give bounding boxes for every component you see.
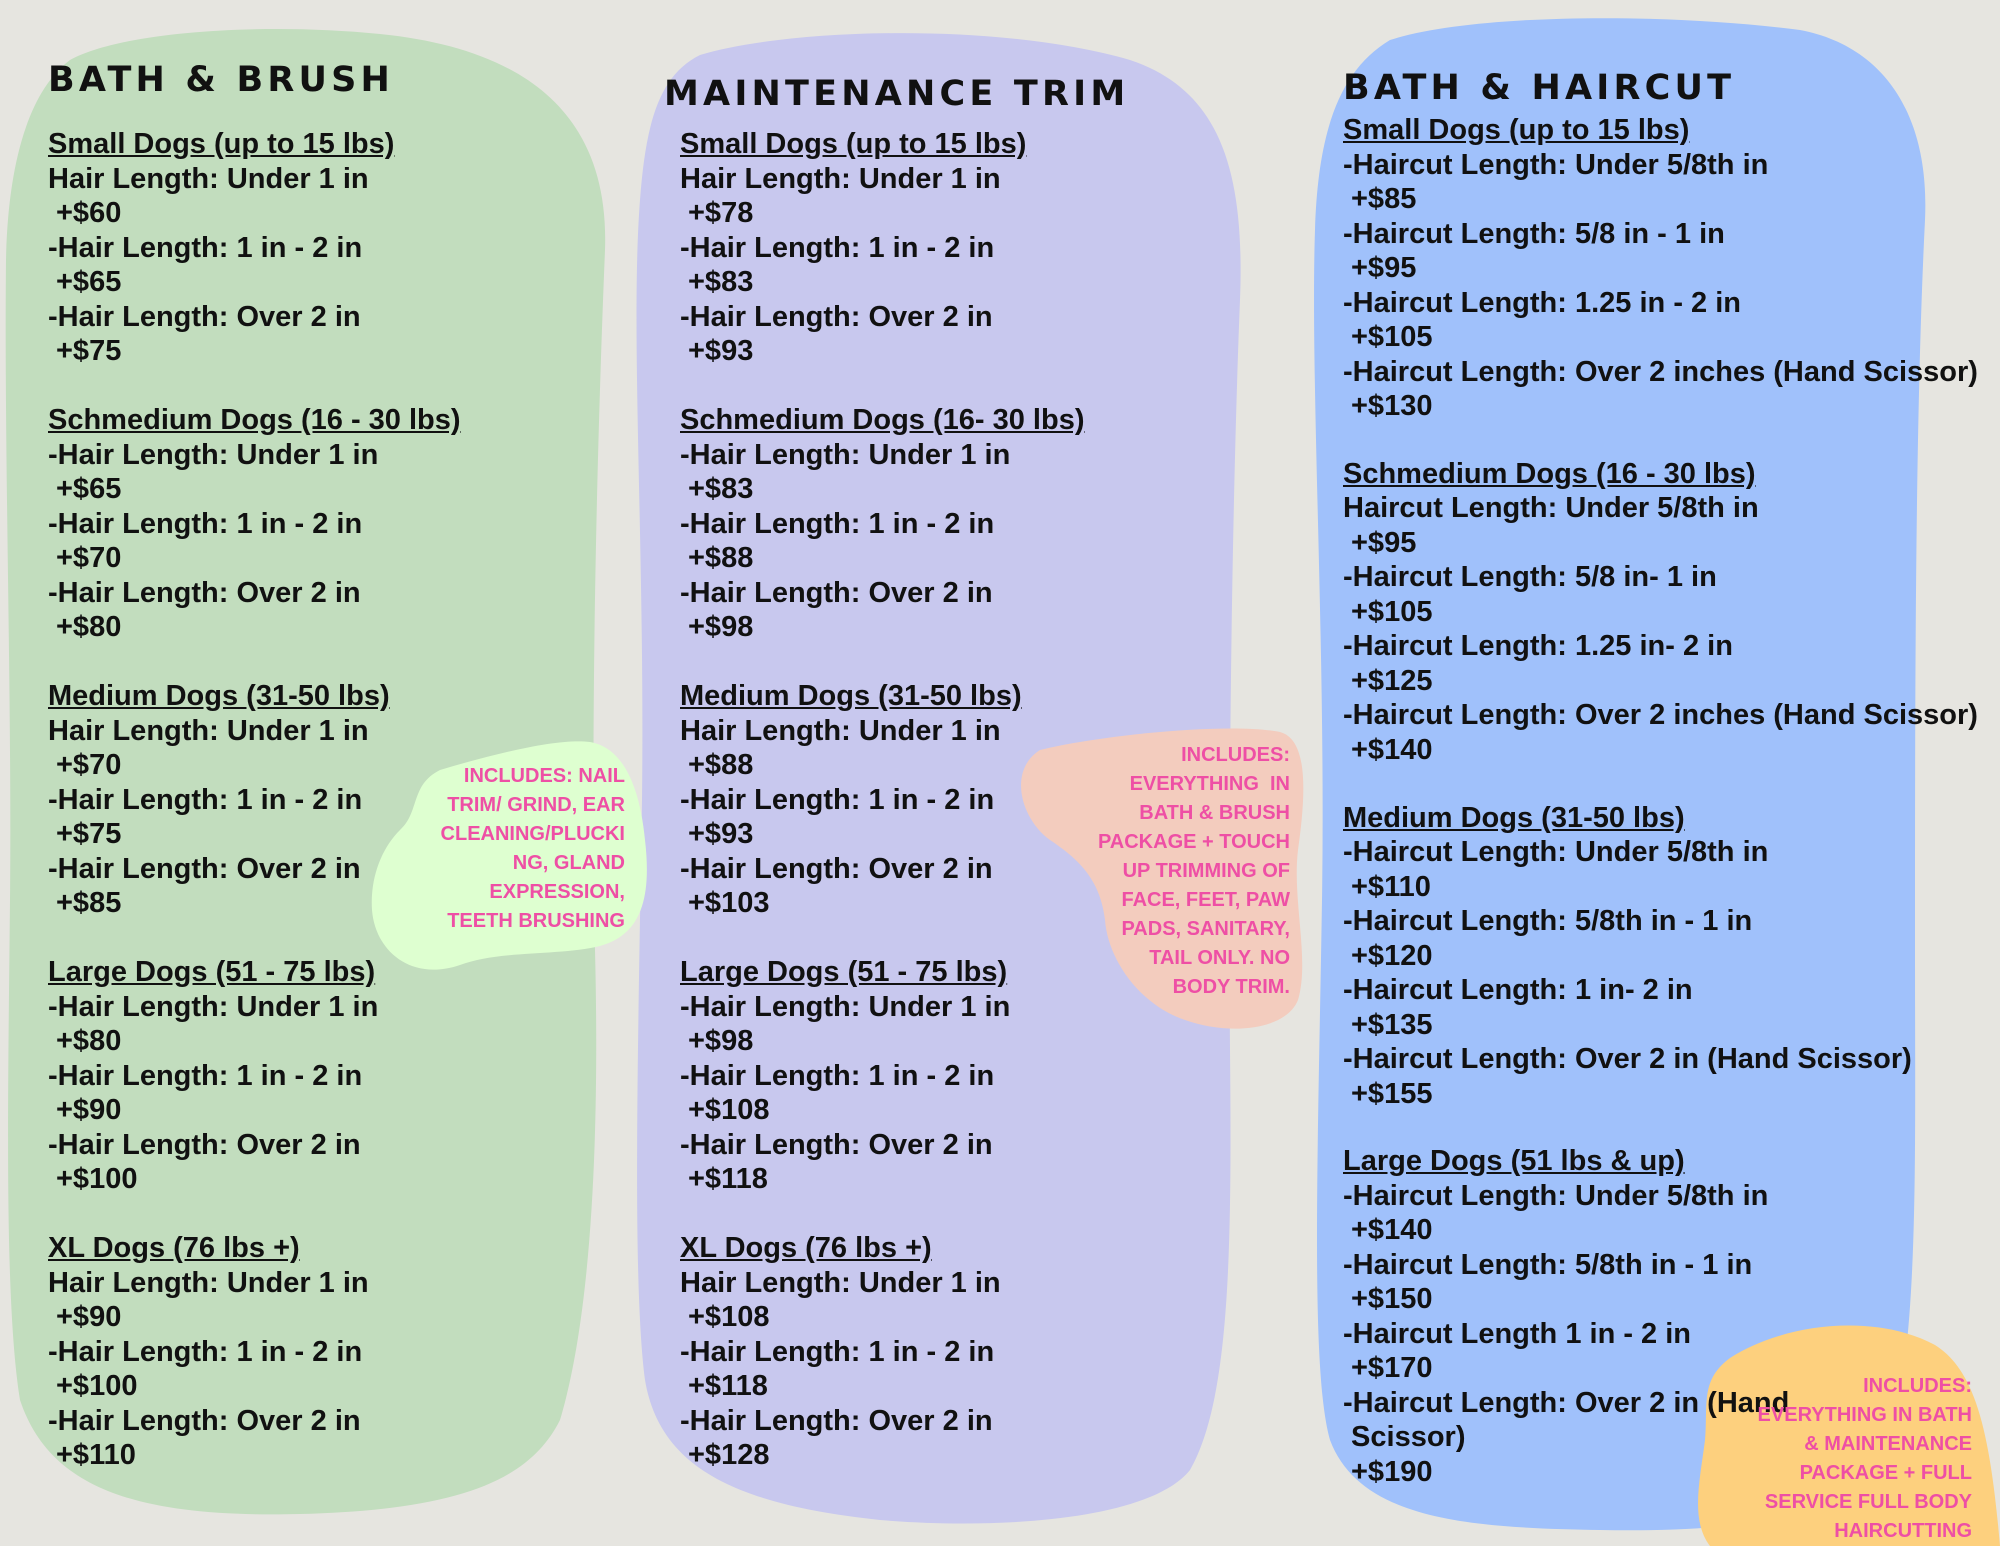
hair-length-option: -Hair Length: Under 1 in [48, 438, 379, 471]
price-value: +$75 [56, 335, 122, 367]
hair-length-option: Haircut Length: Under 5/8th in [1343, 492, 1759, 525]
includes-note-line: CLEANING/PLUCKI [440, 823, 625, 845]
price-value: +$78 [688, 197, 754, 229]
hair-length-option: -Hair Length: Over 2 in [48, 576, 361, 609]
dog-size-section [680, 127, 1085, 369]
hair-length-option: -Hair Length: 1 in - 2 in [48, 1335, 363, 1368]
hair-length-option: -Hair Length: Under 1 in [48, 990, 379, 1023]
includes-note-line: PACKAGE + FULL [1799, 1462, 1972, 1484]
hair-length-option: -Hair Length: Over 2 in [680, 576, 993, 609]
dog-size-heading: Large Dogs (51 - 75 lbs) [680, 956, 1008, 988]
hair-length-option: -Hair Length: 1 in - 2 in [680, 507, 995, 540]
hair-length-option: -Haircut Length: Over 2 inches (Hand Scissor) [1343, 699, 1978, 732]
includes-note-line: FACE, FEET, PAW [1121, 889, 1290, 911]
dog-size-heading: Schmedium Dogs (16 - 30 lbs) [48, 404, 461, 436]
includes-note-line: UP TRIMMING OF [1122, 860, 1290, 882]
hair-length-option: Hair Length: Under 1 in [48, 162, 369, 195]
includes-note-line: BATH & BRUSH [1139, 802, 1290, 824]
includes-note-line: TAIL ONLY. NO [1149, 947, 1290, 969]
price-value: +$80 [56, 611, 122, 643]
hair-length-option: -Haircut Length: Over 2 inches (Hand Scissor) [1343, 355, 1978, 388]
includes-note-line: EVERYTHING IN [1129, 773, 1290, 795]
includes-note-line: PADS, SANITARY, [1121, 918, 1290, 940]
dog-size-heading: XL Dogs (76 lbs +) [680, 1232, 932, 1264]
price-value: +$135 [1351, 1008, 1433, 1041]
maintenance-trim-price-list [680, 127, 1085, 1473]
hair-length-option: -Haircut Length: 5/8 in- 1 in [1343, 561, 1717, 594]
price-value: +$140 [1351, 733, 1433, 766]
bath-haircut-title: BATH & HAIRCUT [1343, 68, 1736, 108]
hair-length-option: -Hair Length: 1 in - 2 in [680, 231, 995, 264]
hair-length-option: -Hair Length: 1 in - 2 in [48, 1059, 363, 1092]
hair-length-option: -Haircut Length: 1.25 in- 2 in [1343, 630, 1733, 663]
price-value: +$90 [56, 1094, 122, 1126]
includes-note-line: SERVICE FULL BODY [1764, 1491, 1972, 1513]
dog-size-section [1343, 457, 1978, 768]
price-value: +$108 [688, 1301, 770, 1333]
maintenance-includes-note [1098, 741, 1290, 1002]
hair-length-option: -Hair Length: Over 2 in [48, 1404, 361, 1437]
includes-note-line: PACKAGE + TOUCH [1097, 831, 1290, 853]
dog-size-heading: Large Dogs (51 - 75 lbs) [48, 956, 376, 988]
dog-size-section [48, 127, 461, 369]
hair-length-option: -Hair Length: Over 2 in [48, 852, 361, 885]
hair-length-option: -Haircut Length: Under 5/8th in [1343, 836, 1769, 869]
includes-note-line: INCLUDES: [1181, 744, 1290, 766]
price-value: +$118 [688, 1370, 768, 1402]
dog-size-section [1343, 801, 1978, 1112]
includes-note-line: TEETH BRUSHING [447, 910, 625, 932]
price-value: +$88 [688, 749, 754, 781]
price-value: +$105 [1351, 595, 1433, 628]
hair-length-option: -Hair Length: 1 in - 2 in [680, 1059, 995, 1092]
dog-size-section [48, 955, 461, 1197]
hair-length-option: -Hair Length: 1 in - 2 in [680, 1335, 995, 1368]
dog-size-heading: Schmedium Dogs (16 - 30 lbs) [1343, 457, 1756, 490]
price-value: +$108 [688, 1094, 770, 1126]
includes-note-line: NG, GLAND [512, 852, 625, 874]
price-value: +$85 [56, 887, 122, 919]
price-value: +$150 [1351, 1283, 1433, 1316]
price-value: +$155 [1351, 1077, 1433, 1110]
price-value: +$95 [1351, 526, 1417, 559]
dog-size-section [680, 1231, 1085, 1473]
hair-length-option: Hair Length: Under 1 in [48, 1266, 369, 1299]
price-value: +$105 [1351, 321, 1433, 353]
hair-length-option: -Haircut Length: Over 2 in (Hand Scissor) [1343, 1043, 1912, 1076]
bath-haircut-includes-note [1758, 1372, 1972, 1546]
hair-length-option: -Haircut Length: 5/8th in - 1 in [1343, 905, 1753, 938]
price-value: +$85 [1351, 183, 1417, 215]
hair-length-option: Hair Length: Under 1 in [48, 714, 369, 747]
price-value: +$130 [1351, 390, 1433, 422]
includes-note-line: INCLUDES: [1863, 1375, 1972, 1397]
dog-size-section [680, 403, 1085, 645]
dog-size-heading: Small Dogs (up to 15 lbs) [1343, 114, 1690, 146]
price-value: +$75 [56, 818, 122, 850]
price-value: +$120 [1351, 939, 1433, 972]
dog-size-heading: XL Dogs (76 lbs +) [48, 1232, 300, 1264]
hair-length-option: -Hair Length: Over 2 in [680, 1128, 993, 1161]
hair-length-option: -Hair Length: Over 2 in [680, 1404, 993, 1437]
dog-size-section [48, 403, 461, 645]
hair-length-option: Hair Length: Under 1 in [680, 162, 1001, 195]
hair-length-option: Hair Length: Under 1 in [680, 1266, 1001, 1299]
price-value: +$110 [1351, 870, 1431, 903]
bath-brush-title: BATH & BRUSH [48, 60, 395, 100]
price-value: +$98 [688, 611, 754, 643]
dog-size-heading: Schmedium Dogs (16- 30 lbs) [680, 404, 1085, 436]
maintenance-trim-title: MAINTENANCE TRIM [664, 74, 1130, 114]
dog-size-section [680, 955, 1085, 1197]
hair-length-option: -Hair Length: Over 2 in [680, 300, 993, 333]
price-value: +$100 [56, 1163, 138, 1195]
bath-haircut-price-list [1343, 113, 1978, 1489]
includes-note-line: INCLUDES: NAIL [463, 765, 625, 787]
price-value: +$110 [56, 1439, 136, 1471]
hair-length-option: -Hair Length: 1 in - 2 in [680, 783, 995, 816]
dog-size-section [1343, 113, 1978, 424]
hair-length-option: -Hair Length: Over 2 in [48, 300, 361, 333]
price-value: +$65 [56, 473, 122, 505]
price-value: +$70 [56, 542, 122, 574]
dog-size-section [48, 1231, 461, 1473]
hair-length-option: -Hair Length: Over 2 in [48, 1128, 361, 1161]
price-value: +$60 [56, 197, 122, 229]
dog-size-heading: Large Dogs (51 lbs & up) [1343, 1145, 1685, 1178]
hair-length-option: -Haircut Length: 1 in- 2 in [1343, 974, 1693, 1007]
price-value: +$83 [688, 266, 754, 298]
price-value: +$100 [56, 1370, 138, 1402]
hair-length-option: -Haircut Length: 1.25 in - 2 in [1343, 286, 1741, 319]
dog-size-heading: Medium Dogs (31-50 lbs) [48, 680, 390, 712]
hair-length-option: -Hair Length: 1 in - 2 in [48, 231, 363, 264]
hair-length-option: -Hair Length: Under 1 in [680, 438, 1011, 471]
price-value: +$118 [688, 1163, 768, 1195]
includes-note-line: HAIRCUTTING [1834, 1520, 1972, 1542]
price-value: +$93 [688, 818, 754, 850]
includes-note-line: TRIM/ GRIND, EAR [447, 794, 625, 816]
dog-size-heading: Medium Dogs (31-50 lbs) [680, 680, 1022, 712]
hair-length-option: Hair Length: Under 1 in [680, 714, 1001, 747]
bath-haircut-column [1343, 68, 1735, 108]
price-value: +$95 [1351, 252, 1417, 284]
price-value: +$88 [688, 542, 754, 574]
price-value: +$190 [1351, 1455, 1433, 1488]
bath-brush-column [48, 60, 394, 100]
hair-length-option: -Haircut Length: 5/8 in - 1 in [1343, 217, 1725, 250]
dog-size-heading: Small Dogs (up to 15 lbs) [680, 128, 1027, 160]
hair-length-option: -Hair Length: 1 in - 2 in [48, 783, 363, 816]
dog-size-section [48, 679, 461, 921]
price-value: +$98 [688, 1025, 754, 1057]
price-value: +$70 [56, 749, 122, 781]
hair-length-option: -Haircut Length: 5/8th in - 1 in [1343, 1248, 1753, 1281]
price-value: +$83 [688, 473, 754, 505]
hair-length-option: -Hair Length: Under 1 in [680, 990, 1011, 1023]
includes-note-line: EXPRESSION, [489, 881, 625, 903]
bath-brush-includes-note [441, 762, 625, 936]
price-value: +$90 [56, 1301, 122, 1333]
price-value: +$140 [1351, 1214, 1433, 1247]
includes-note-line: & MAINTENANCE [1804, 1433, 1972, 1455]
includes-note-line: EVERYTHING IN BATH [1757, 1404, 1972, 1426]
dog-size-heading: Medium Dogs (31-50 lbs) [1343, 801, 1685, 834]
price-value: +$128 [688, 1439, 770, 1471]
price-value: +$93 [688, 335, 754, 367]
includes-note-line: BODY TRIM. [1172, 976, 1290, 998]
hair-length-option: -Hair Length: Over 2 in [680, 852, 993, 885]
price-value: +$65 [56, 266, 122, 298]
price-value: +$125 [1351, 664, 1433, 697]
price-value: +$103 [688, 887, 770, 919]
dog-size-heading: Small Dogs (up to 15 lbs) [48, 128, 395, 160]
price-value: +$80 [56, 1025, 122, 1057]
hair-length-option: -Haircut Length: Over 2 in (Hand Scissor) [1343, 1386, 1790, 1454]
hair-length-option: -Haircut Length 1 in - 2 in [1343, 1317, 1692, 1350]
hair-length-option: -Haircut Length: Under 5/8th in [1343, 1179, 1769, 1212]
bath-brush-price-list [48, 127, 461, 1473]
hair-length-option: -Hair Length: 1 in - 2 in [48, 507, 363, 540]
hair-length-option: -Haircut Length: Under 5/8th in [1343, 148, 1769, 181]
price-value: +$170 [1351, 1352, 1433, 1385]
dog-size-section [680, 679, 1085, 921]
maintenance-trim-column [664, 74, 1129, 114]
